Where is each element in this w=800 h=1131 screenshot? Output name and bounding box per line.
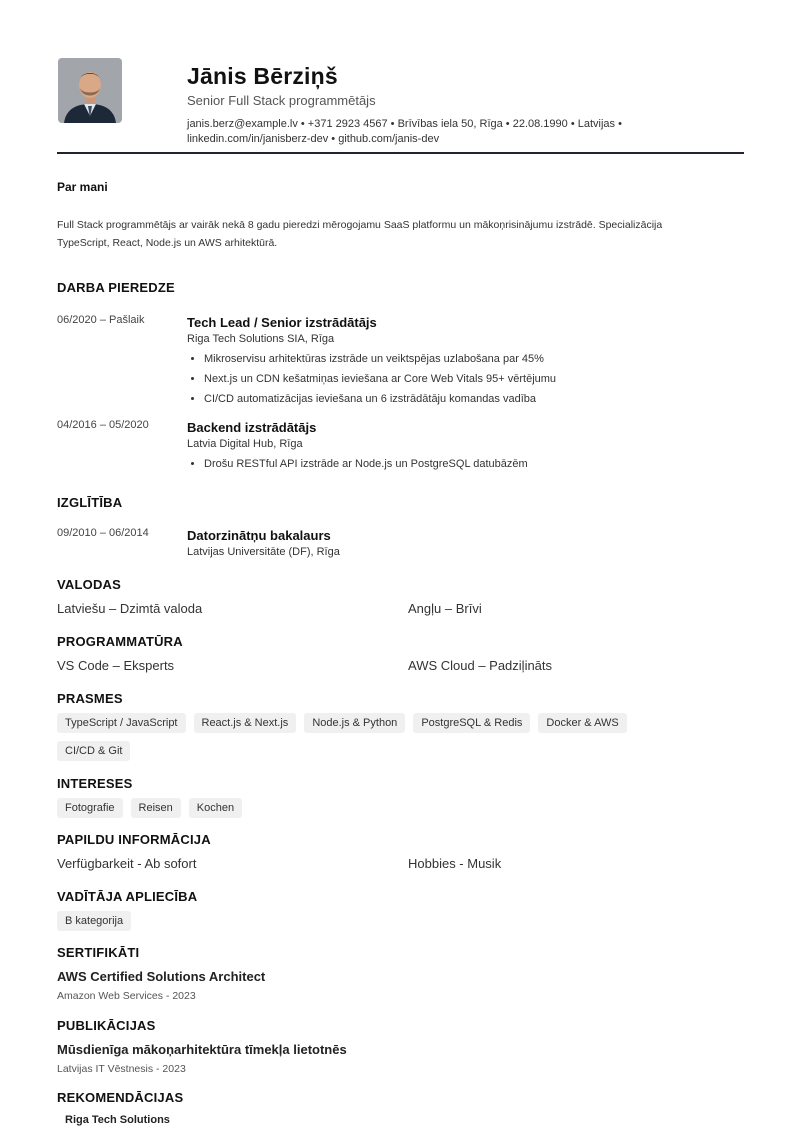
- interest-chip: Reisen: [131, 798, 181, 818]
- resume-page: [57, 58, 744, 1126]
- software-heading: PROGRAMMATŪRA: [57, 634, 183, 649]
- language-item: Angļu – Brīvi: [408, 601, 482, 616]
- profile-photo: [58, 58, 122, 123]
- skill-chip: Docker & AWS: [538, 713, 626, 733]
- certificate-title: AWS Certified Solutions Architect: [57, 969, 266, 984]
- entry-organization: Riga Tech Solutions SIA, Rīga: [187, 333, 335, 345]
- skills-heading: PRASMES: [57, 691, 123, 706]
- full-name: Jānis Bērziņš: [187, 63, 338, 89]
- interests-chips: [57, 798, 697, 826]
- entry-date: 06/2020 – Pašlaik: [57, 314, 145, 326]
- entry-body: [187, 314, 556, 409]
- additional-item: Verfügbarkeit - Ab sofort: [57, 856, 197, 871]
- contact-line: linkedin.com/in/janisberz-dev • github.com/janis-dev: [187, 133, 440, 145]
- entry-date: 04/2016 – 05/2020: [57, 419, 149, 431]
- skill-chip: React.js & Next.js: [194, 713, 297, 733]
- skill-chip: TypeScript / JavaScript: [57, 713, 186, 733]
- reference-company: Riga Tech Solutions: [65, 1114, 170, 1126]
- bullet-item: • Next.js un CDN kešatmiņas ieviešana ar Core Web Vitals 95+ vērtējumu: [204, 369, 556, 389]
- experience-heading: DARBA PIEREDZE: [57, 280, 175, 295]
- entry-bullets: [187, 349, 556, 409]
- entry-body: [187, 527, 340, 560]
- additional-heading: PAPILDU INFORMĀCIJA: [57, 832, 211, 847]
- about-heading: Par mani: [57, 180, 108, 194]
- license-heading: VADĪTĀJA APLIECĪBA: [57, 889, 198, 904]
- entry-role: Backend izstrādātājs: [187, 420, 317, 435]
- education-heading: IZGLĪTĪBA: [57, 495, 123, 510]
- publication-subtitle: Latvijas IT Vēstnesis - 2023: [57, 1063, 186, 1075]
- publications-heading: PUBLIKĀCIJAS: [57, 1018, 156, 1033]
- interest-chip: Kochen: [189, 798, 242, 818]
- job-title: Senior Full Stack programmētājs: [187, 93, 376, 108]
- certificate-subtitle: Amazon Web Services - 2023: [57, 990, 196, 1002]
- skill-chip: CI/CD & Git: [57, 741, 130, 761]
- entry-date: 09/2010 – 06/2014: [57, 527, 149, 539]
- contact-info: [187, 117, 667, 147]
- skill-chip: PostgreSQL & Redis: [413, 713, 530, 733]
- interests-heading: INTERESES: [57, 776, 133, 791]
- additional-item: Hobbies - Musik: [408, 856, 502, 871]
- skill-chip: Node.js & Python: [304, 713, 405, 733]
- certificates-heading: SERTIFIKĀTI: [57, 945, 140, 960]
- languages-heading: VALODAS: [57, 577, 121, 592]
- bullet-item: • Mikroservisu arhitektūras izstrāde un veiktspējas uzlabošana par 45%: [204, 349, 556, 369]
- resume-header: [57, 58, 744, 154]
- publication-title: Mūsdienīga mākoņarhitektūra tīmekļa lietotnēs: [57, 1042, 347, 1057]
- license-chips: [57, 911, 697, 939]
- entry-organization: Latvia Digital Hub, Rīga: [187, 438, 303, 450]
- software-item: VS Code – Eksperts: [57, 658, 175, 673]
- entry-body: [187, 419, 528, 474]
- bullet-item: • CI/CD automatizācijas ieviešana un 6 izstrādātāju komandas vadība: [204, 389, 556, 409]
- about-text: Full Stack programmētājs ar vairāk nekā 8 gadu pieredzi mērogojamu SaaS platformu un mākoņrisinājumu izstrādē. Specializācija TypeScript, React, Node.js un AWS arhitektūrā.: [57, 219, 663, 249]
- entry-bullets: [187, 454, 528, 474]
- entry-role: Tech Lead / Senior izstrādātājs: [187, 315, 377, 330]
- references-heading: REKOMENDĀCIJAS: [57, 1090, 184, 1105]
- skills-chips: [57, 713, 697, 769]
- header-text: [187, 62, 667, 147]
- contact-line: janis.berz@example.lv • +371 2923 4567 • Brīvības iela 50, Rīga • 22.08.1990 • Latvijas •: [187, 118, 622, 130]
- bullet-item: • Drošu RESTful API izstrāde ar Node.js un PostgreSQL datubāzēm: [204, 454, 528, 474]
- language-item: Latviešu – Dzimtā valoda: [57, 601, 203, 616]
- entry-school: Latvijas Universitāte (DF), Rīga: [187, 546, 340, 558]
- software-item: AWS Cloud – Padziļināts: [408, 658, 553, 673]
- license-chip: B kategorija: [57, 911, 131, 931]
- interest-chip: Fotografie: [57, 798, 123, 818]
- entry-degree: Datorzinātņu bakalaurs: [187, 528, 331, 543]
